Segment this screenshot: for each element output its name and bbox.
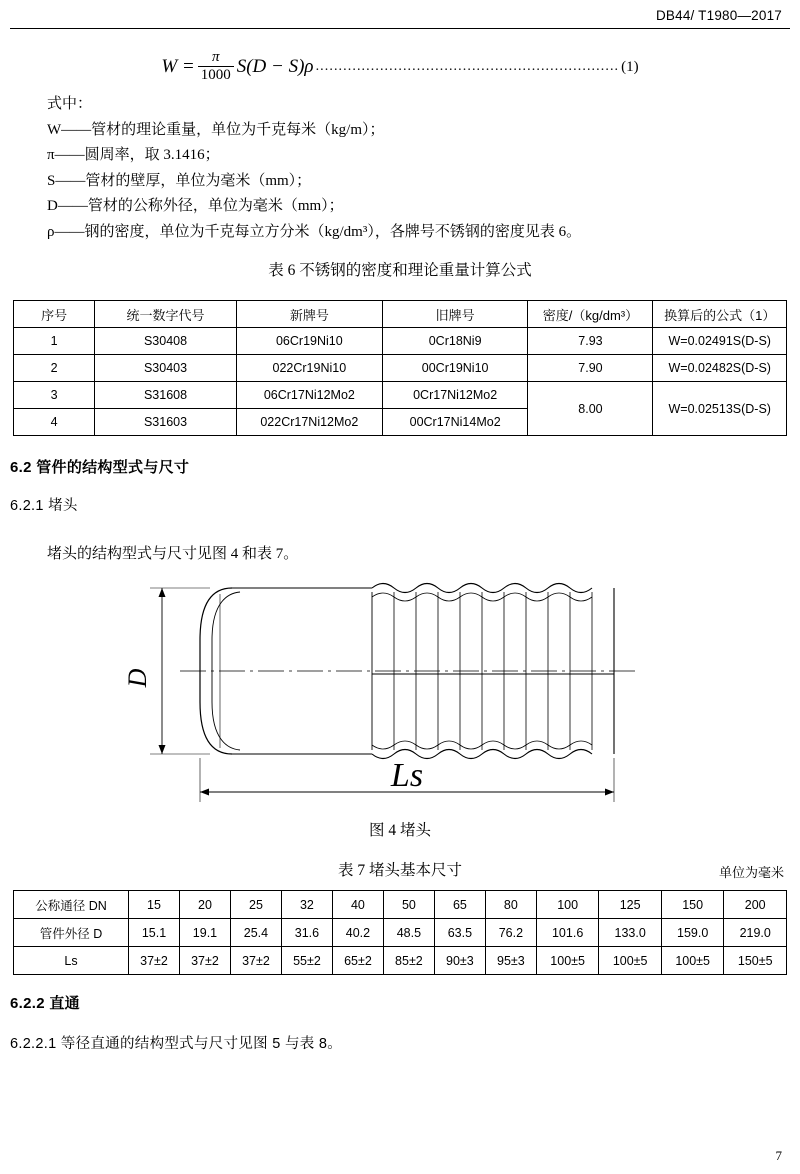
table7-cell: 100±5 [536,947,599,975]
table7-cell: 15 [129,891,180,919]
formula-number: (1) [621,58,639,75]
table-row [14,891,787,919]
figure-4-drawing [120,570,680,820]
table6-caption: 表 6 不锈钢的密度和理论重量计算公式 [268,262,532,279]
table7-caption: 表 7 堵头基本尺寸 [337,862,462,879]
formula-fraction [198,50,234,83]
header-divider [10,28,790,29]
table7-cell: 100±5 [661,947,724,975]
table7-cell: 55±2 [281,947,332,975]
table7-cell: 100 [536,891,599,919]
definition-line: W——管材的理论重量，单位为千克每米（kg/m）； [47,121,385,138]
table7-cell: 150±5 [724,947,787,975]
table-row [14,328,787,355]
table6-cell: 00Cr17Ni14Mo2 [382,409,528,436]
table6-cell: S31608 [95,382,237,409]
table6-header-row [14,301,787,328]
table7-cell: 63.5 [434,919,485,947]
heading-6-2-1: 6.2.1 堵头 [10,498,78,514]
table7-cell: 101.6 [536,919,599,947]
table7-cell: 65±2 [332,947,383,975]
table6-cell: S30408 [95,328,237,355]
table7-cell: 100±5 [599,947,662,975]
table6-cell: S31603 [95,409,237,436]
definitions-intro: 式中： [47,96,93,112]
table6-cell: 7.93 [528,328,653,355]
paragraph-6-2-1: 堵头的结构型式与尺寸见图 4 和表 7。 [47,546,299,562]
table7-cell: 37±2 [179,947,230,975]
plug-fitting-illustration [120,570,680,820]
figure-dimension-D: D [123,668,152,688]
formula-definitions [47,92,767,245]
formula-rhs: S(D − S)ρ [236,56,314,77]
table7-cell: 37±2 [129,947,180,975]
table6-cell: 1 [14,328,95,355]
page-number: 7 [775,1148,782,1163]
table6-cell-density-merged: 8.00 [528,382,653,436]
table-row [14,919,787,947]
heading-6-2: 6.2 管件的结构型式与尺寸 [10,459,190,476]
table6-cell: 7.90 [528,355,653,382]
table6-cell: 06Cr19Ni10 [236,328,382,355]
table7-cell: 48.5 [383,919,434,947]
definition-line: S——管材的壁厚，单位为毫米（mm）； [47,172,312,189]
table-row [14,382,787,409]
table7-cell: 76.2 [485,919,536,947]
table6-cell: 0Cr17Ni12Mo2 [382,382,528,409]
table7-cell: 150 [661,891,724,919]
table7-cell: 40 [332,891,383,919]
table7-cell: 85±2 [383,947,434,975]
table7-cell: 65 [434,891,485,919]
table7-cell: 125 [599,891,662,919]
table7-unit-note: 单位为毫米 [718,865,784,880]
table7-cell: 25 [230,891,281,919]
table6-cell: W=0.02482S(D-S) [653,355,787,382]
table7-cell: 133.0 [599,919,662,947]
table6-header-cell: 统一数字代号 [95,301,237,328]
heading-6-2-2-1: 6.2.2.1 等径直通的结构型式与尺寸见图 5 与表 8。 [10,1036,343,1052]
table6-cell: 022Cr19Ni10 [236,355,382,382]
definition-line: ρ——钢的密度，单位为千克每立方分米（kg/dm³），各牌号不锈钢的密度见表 6。 [47,223,582,240]
table6-cell: 022Cr17Ni12Mo2 [236,409,382,436]
definition-line: π——圆周率，取 3.1416； [47,147,220,163]
table7-cell: 95±3 [485,947,536,975]
table7-row-label: 管件外径 D [14,919,129,947]
table6-cell: 06Cr17Ni12Mo2 [236,382,382,409]
table7-cell: 31.6 [281,919,332,947]
table7-cell: 90±3 [434,947,485,975]
formula-lhs: W = [161,56,195,77]
formula-dot-leader: .................................................................. [315,59,620,74]
table7-cell: 159.0 [661,919,724,947]
table6-header-cell: 新牌号 [236,301,382,328]
table7-cell: 50 [383,891,434,919]
table7-cell: 37±2 [230,947,281,975]
table7-cell: 200 [724,891,787,919]
table7-cell: 25.4 [230,919,281,947]
formula-numerator: π [211,49,220,66]
table7-cell: 32 [281,891,332,919]
table6-cell: W=0.02491S(D-S) [653,328,787,355]
formula-expression [161,50,313,83]
heading-6-2-2: 6.2.2 直通 [10,995,80,1012]
figure-dimension-Ls: Ls [390,757,424,794]
table6-cell: 00Cr19Ni10 [382,355,528,382]
table7-cell: 40.2 [332,919,383,947]
table6-cell: 4 [14,409,95,436]
table6-cell: 2 [14,355,95,382]
page-header-standard-code: DB44/ T1980—2017 [655,8,782,23]
table6 [13,300,787,436]
table6-header-cell: 换算后的公式（1） [653,301,787,328]
table7 [13,890,787,975]
table-row [14,947,787,975]
definition-line: D——管材的公称外径，单位为毫米（mm）； [47,198,344,214]
table7-cell: 20 [179,891,230,919]
table7-cell: 80 [485,891,536,919]
table7-cell: 15.1 [129,919,180,947]
table6-header-cell: 密度/（kg/dm³） [528,301,653,328]
table7-row-label: 公称通径 DN [14,891,129,919]
table6-cell-formula-merged: W=0.02513S(D-S) [653,382,787,436]
table6-cell: 0Cr18Ni9 [382,328,528,355]
table-row [14,355,787,382]
table6-header-cell: 序号 [14,301,95,328]
table7-cell: 19.1 [179,919,230,947]
figure-4-caption: 图 4 堵头 [368,822,431,839]
table6-header-cell: 旧牌号 [382,301,528,328]
table6-cell: S30403 [95,355,237,382]
table7-row-label: Ls [14,947,129,975]
table7-cell: 219.0 [724,919,787,947]
formula-block [10,46,790,88]
formula-denominator: 1000 [198,66,234,84]
table6-cell: 3 [14,382,95,409]
